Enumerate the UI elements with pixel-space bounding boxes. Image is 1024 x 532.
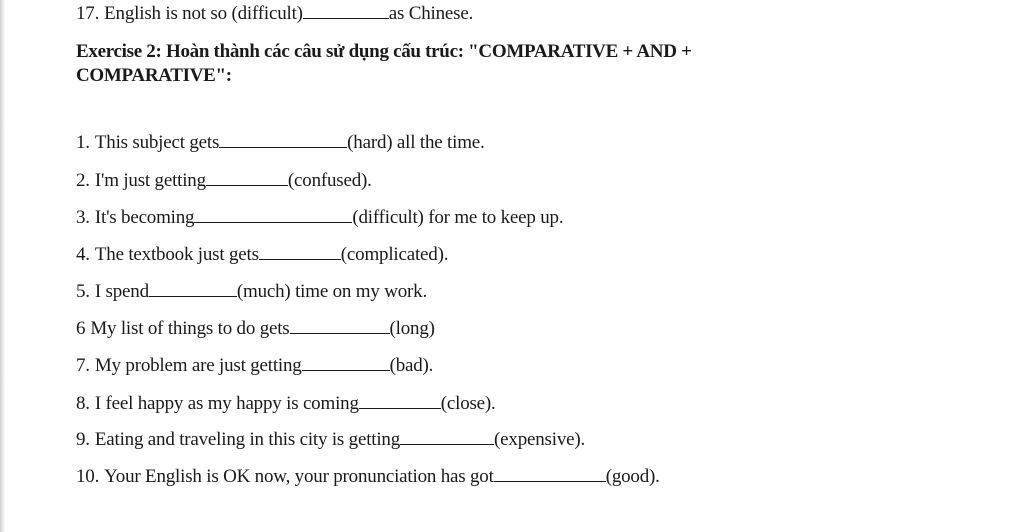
- item-text-before: My problem are just getting: [94, 355, 302, 376]
- exercise-item-5: [76, 281, 427, 303]
- answer-blank[interactable]: [290, 318, 390, 334]
- item-number: 4.: [76, 244, 90, 265]
- item-text-before: The textbook just gets: [94, 244, 259, 265]
- item-text-after: (long): [389, 318, 435, 339]
- exercise-item-4: [76, 244, 448, 266]
- item-text-before: It's becoming: [94, 207, 195, 228]
- answer-blank[interactable]: [494, 466, 606, 482]
- answer-blank[interactable]: [359, 393, 441, 409]
- exercise-item-6: [76, 318, 435, 340]
- item-text-after: (good).: [605, 466, 660, 487]
- item-text-after: (complicated).: [340, 244, 449, 265]
- item-number: 6: [76, 318, 86, 339]
- item-number: 10.: [76, 466, 100, 487]
- item-text-before: I spend: [94, 281, 149, 302]
- item-text-before: English is not so (difficult): [104, 3, 303, 24]
- item-number: 8.: [76, 393, 90, 414]
- heading-line-2: COMPARATIVE":: [76, 65, 232, 86]
- answer-blank[interactable]: [259, 244, 341, 260]
- item-text-after: as Chinese.: [388, 3, 474, 24]
- item-text-after: (expensive).: [494, 429, 586, 450]
- heading-line-1: Exercise 2: Hoàn thành các câu sử dụng cấu trúc: "COMPARATIVE + AND +: [76, 41, 692, 62]
- item-text-after: (much) time on my work.: [236, 281, 427, 302]
- item-text-after: (close).: [440, 393, 496, 414]
- item-text-after: (hard) all the time.: [347, 132, 485, 153]
- item-text-before: Your English is OK now, your pronunciation has got: [104, 466, 494, 487]
- item-text-after: (confused).: [287, 170, 372, 191]
- exercise-2-heading: [76, 40, 916, 88]
- item-text-after: (bad).: [389, 355, 434, 376]
- answer-blank[interactable]: [219, 132, 347, 148]
- exercise-item-10: [76, 466, 660, 488]
- item-text-before: Eating and traveling in this city is getting: [94, 429, 401, 450]
- item-number: 5.: [76, 281, 90, 302]
- item-text-before: This subject gets: [94, 132, 220, 153]
- exercise-item-8: [76, 393, 496, 415]
- answer-blank[interactable]: [303, 3, 389, 19]
- exercise-item-17: [76, 3, 473, 25]
- answer-blank[interactable]: [206, 170, 288, 186]
- item-number: 17.: [76, 3, 100, 24]
- answer-blank[interactable]: [149, 281, 237, 297]
- exercise-item-7: [76, 355, 433, 377]
- answer-blank[interactable]: [400, 429, 494, 445]
- exercise-item-3: [76, 207, 563, 229]
- exercise-item-2: [76, 170, 372, 192]
- item-number: 2.: [76, 170, 90, 191]
- item-number: 3.: [76, 207, 90, 228]
- item-text-before: My list of things to do gets: [90, 318, 290, 339]
- item-text-before: I feel happy as my happy is coming: [94, 393, 359, 414]
- exercise-item-1: [76, 132, 485, 154]
- answer-blank[interactable]: [302, 355, 390, 371]
- item-number: 9.: [76, 429, 90, 450]
- item-text-after: (difficult) for me to keep up.: [352, 207, 564, 228]
- answer-blank[interactable]: [194, 207, 352, 223]
- item-text-before: I'm just getting: [94, 170, 206, 191]
- exercise-item-9: [76, 429, 585, 451]
- item-number: 7.: [76, 355, 90, 376]
- item-number: 1.: [76, 132, 90, 153]
